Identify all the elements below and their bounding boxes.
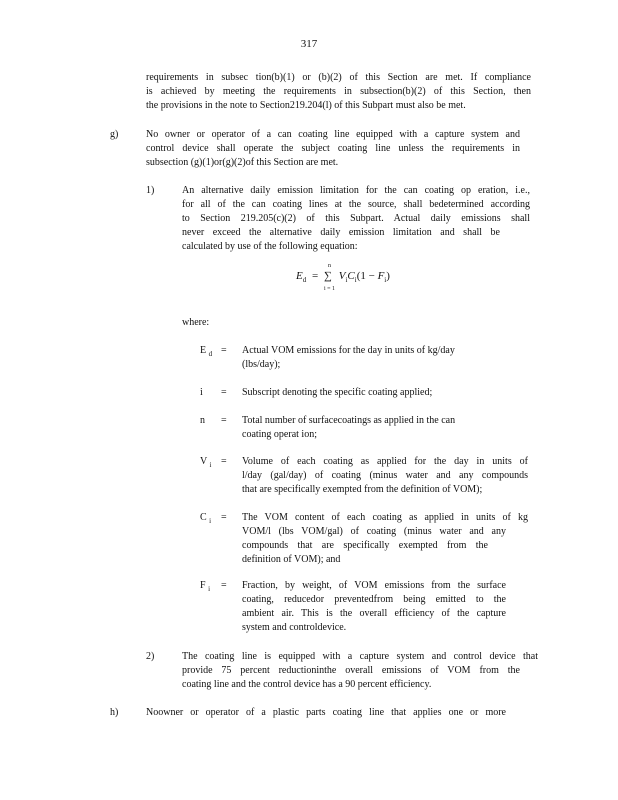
def-equals: = bbox=[221, 345, 227, 356]
text-line: Subscript denoting the specific coating applied; bbox=[242, 387, 433, 398]
def-equals: = bbox=[221, 456, 227, 467]
def-sym-sub: i bbox=[209, 461, 212, 469]
def-sym-text: i bbox=[200, 387, 203, 398]
def-symbol bbox=[200, 579, 210, 596]
eq-paren-close: ) bbox=[386, 270, 390, 282]
eq-lhs-sub: d bbox=[302, 276, 307, 285]
eq-term-c-index: i bbox=[354, 276, 357, 285]
eq-sum-upper: n bbox=[327, 263, 331, 269]
text-line: system and controldevice. bbox=[242, 622, 347, 633]
page-number: 317 bbox=[300, 38, 318, 50]
def-symbol bbox=[200, 414, 205, 428]
eq-sum-lower: i = 1 bbox=[323, 286, 336, 292]
intro-paragraph bbox=[146, 71, 531, 113]
def-text bbox=[242, 344, 502, 372]
eq-term-v-index: i bbox=[345, 276, 348, 285]
subsection-h-label: h) bbox=[110, 707, 119, 718]
text-line: coating operat ion; bbox=[242, 429, 317, 440]
def-equals: = bbox=[221, 415, 227, 426]
text-line: l/day (gal/day) of coating (minus water and any compounds bbox=[242, 470, 528, 481]
def-text bbox=[242, 455, 528, 497]
def-symbol bbox=[200, 511, 211, 528]
text-line: coating, reducedor preventedfrom being emitted to the bbox=[242, 594, 506, 605]
def-text bbox=[242, 386, 502, 400]
def-equals: = bbox=[221, 580, 227, 591]
text-line: definition of VOM); and bbox=[242, 554, 341, 565]
text-line: requirements in subsec tion(b)(1) or (b)(2) of this Section are met. If compliance bbox=[146, 72, 531, 83]
eq-lhs: E bbox=[296, 270, 303, 282]
text-line: Total number of surfacecoatings as applied in the can bbox=[242, 415, 456, 426]
eq-term-f: F bbox=[377, 270, 385, 282]
text-line: calculated by use of the following equation: bbox=[182, 241, 358, 252]
text-line: The VOM content of each coating as applied in units of kg bbox=[242, 512, 528, 523]
text-line: VOM/l (lbs VOM/gal) of coating (minus water and any bbox=[242, 526, 506, 537]
def-sym-text: F bbox=[200, 580, 206, 591]
text-line: An alternative daily emission limitation for the can coating op eration, i.e., bbox=[182, 185, 530, 196]
text-line: coating line and the control device has a 90 percent efficiency. bbox=[182, 679, 432, 690]
text-line: compounds that are specifically exempted from the bbox=[242, 540, 488, 551]
eq-term-c: C bbox=[347, 270, 355, 282]
def-text bbox=[242, 579, 506, 635]
def-symbol bbox=[200, 455, 212, 472]
text-line: ambient air. This is the overall efficiency of the capture bbox=[242, 608, 506, 619]
text-line: No owner or operator of a can coating line equipped with a capture system and bbox=[146, 129, 520, 140]
eq-term-f-index: i bbox=[384, 276, 387, 285]
emission-equation bbox=[296, 263, 390, 292]
subsection-g1-text bbox=[182, 184, 530, 254]
text-line: never exceed the alternative daily emission limitation and shall be bbox=[182, 227, 500, 238]
def-text bbox=[242, 511, 528, 567]
text-line: to Section 219.205(c)(2) of this Subpart. Actual daily emissions shall bbox=[182, 213, 530, 224]
def-text bbox=[242, 414, 502, 442]
text-line: provide 75 percent reductioninthe overall emissions of VOM from the bbox=[182, 665, 520, 676]
text-line: is achieved by meeting the requirements in subsection(b)(2) of this Section, then bbox=[146, 86, 531, 97]
def-sym-sub: i bbox=[208, 585, 211, 593]
def-sym-text: n bbox=[200, 415, 205, 426]
def-symbol bbox=[200, 386, 203, 400]
text-line: that are specifically exempted from the definition of VOM); bbox=[242, 484, 483, 495]
text-line: Volume of each coating as applied for the day in units of bbox=[242, 456, 528, 467]
def-sym-sub: i bbox=[209, 517, 212, 525]
def-sym-text: C bbox=[200, 512, 207, 523]
subsection-g-label: g) bbox=[110, 129, 119, 140]
text-line: Actual VOM emissions for the day in units of kg/day bbox=[242, 345, 455, 356]
def-symbol bbox=[200, 344, 212, 361]
text-line: control device shall operate the subject coating line unless the requirements in bbox=[146, 143, 520, 154]
eq-equals: = bbox=[311, 270, 319, 282]
def-sym-text: E bbox=[200, 345, 207, 356]
where-label: where: bbox=[182, 317, 210, 328]
eq-term-v: V bbox=[338, 270, 346, 282]
text-line: Fraction, by weight, of VOM emissions from the surface bbox=[242, 580, 506, 591]
text-line: subsection (g)(1)or(g)(2)of this Section are met. bbox=[146, 157, 339, 168]
subsection-g1-label: 1) bbox=[146, 185, 155, 196]
def-sym-text: V bbox=[200, 456, 208, 467]
eq-paren-open: (1 − bbox=[356, 270, 378, 282]
def-sym-sub: d bbox=[208, 350, 213, 358]
eq-sum-wrap bbox=[323, 263, 336, 292]
subsection-g-text bbox=[146, 128, 520, 170]
text-line: the provisions in the note to Section219.204(l) of this Subpart must also be met. bbox=[146, 100, 466, 111]
text-line: for all of the can coating lines at the source, shall bedetermined according bbox=[182, 199, 530, 210]
subsection-g2-text bbox=[182, 650, 538, 692]
def-equals: = bbox=[221, 512, 227, 523]
text-line: The coating line is equipped with a capture system and control device that bbox=[182, 651, 538, 662]
text-line: (lbs/day); bbox=[242, 359, 281, 370]
def-equals: = bbox=[221, 387, 227, 398]
eq-sum-symbol: ∑ bbox=[323, 270, 332, 282]
subsection-h-text bbox=[146, 706, 506, 720]
text-line: Noowner or operator of a plastic parts coating line that applies one or more bbox=[146, 707, 506, 718]
subsection-g2-label: 2) bbox=[146, 651, 155, 662]
